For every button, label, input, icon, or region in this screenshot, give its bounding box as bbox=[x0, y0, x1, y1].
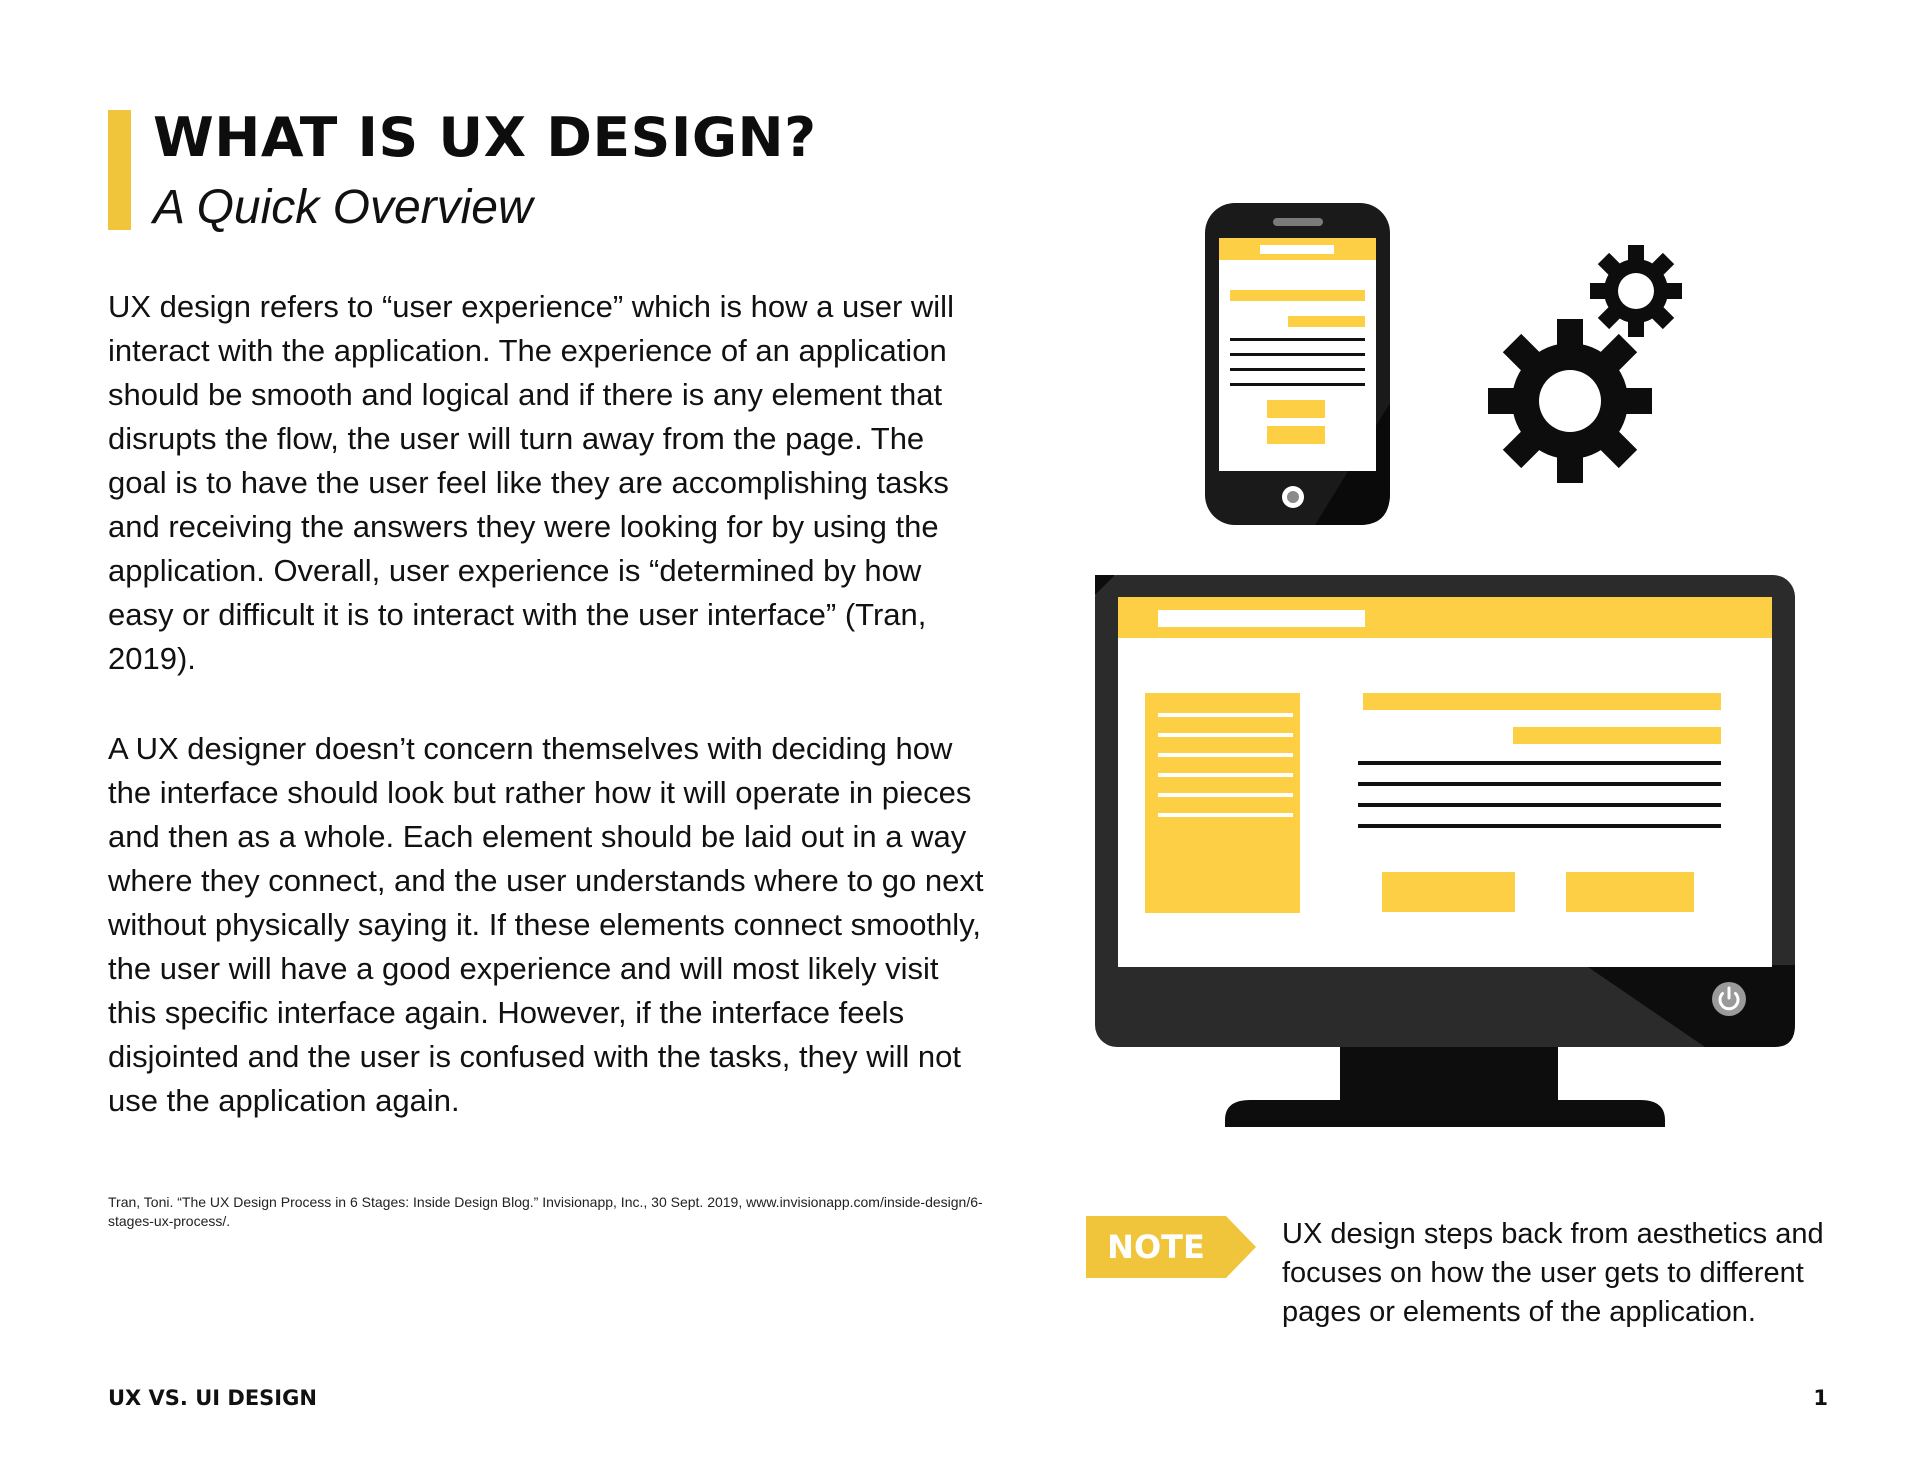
gears-icon bbox=[1488, 243, 1708, 483]
note-tag bbox=[1086, 1216, 1256, 1278]
body-paragraph-2: A UX designer doesn’t concern themselves with deciding how the interface should look but rather how it will operate in pieces and then as a whole. Each element should be laid out in a way where they connect, and the user understands where to go next without physically saying it. If these elements connect smoothly, the user will have a good experience and will most likely visit this specific interface again. However, if the interface feels disjointed and the user is confused with the tasks, they will not use the application again. bbox=[108, 731, 984, 1118]
power-icon bbox=[1712, 982, 1746, 1016]
note-text: UX design steps back from aesthetics and focuses on how the user gets to different pages or elements of the application. bbox=[1282, 1218, 1824, 1328]
footer-document-title: UX VS. UI DESIGN bbox=[108, 1386, 317, 1410]
smartphone-icon bbox=[1205, 203, 1390, 525]
title-accent-bar bbox=[108, 110, 131, 230]
page-subtitle: A Quick Overview bbox=[153, 181, 533, 234]
citation: Tran, Toni. “The UX Design Process in 6 Stages: Inside Design Blog.” Invisionapp, Inc., 30 Sept. 2019, www.invisionapp.com/inside-design/6-stages-ux-process/. bbox=[108, 1194, 983, 1229]
desktop-monitor-icon bbox=[1095, 575, 1795, 1127]
page-number: 1 bbox=[1813, 1386, 1828, 1410]
body-paragraph-1: UX design refers to “user experience” which is how a user will interact with the application. The experience of an application should be smooth and logical and if there is any element that disrupts the flow, the user will turn away from the page. The goal is to have the user feel like they are accomplishing tasks and receiving the answers they were looking for by using the application. Overall, user experience is “determined by how easy or difficult it is to interact with the user interface” (Tran, 2019). bbox=[108, 289, 954, 676]
note-label: NOTE bbox=[1107, 1228, 1205, 1266]
page-title: WHAT IS UX DESIGN? bbox=[153, 106, 817, 169]
